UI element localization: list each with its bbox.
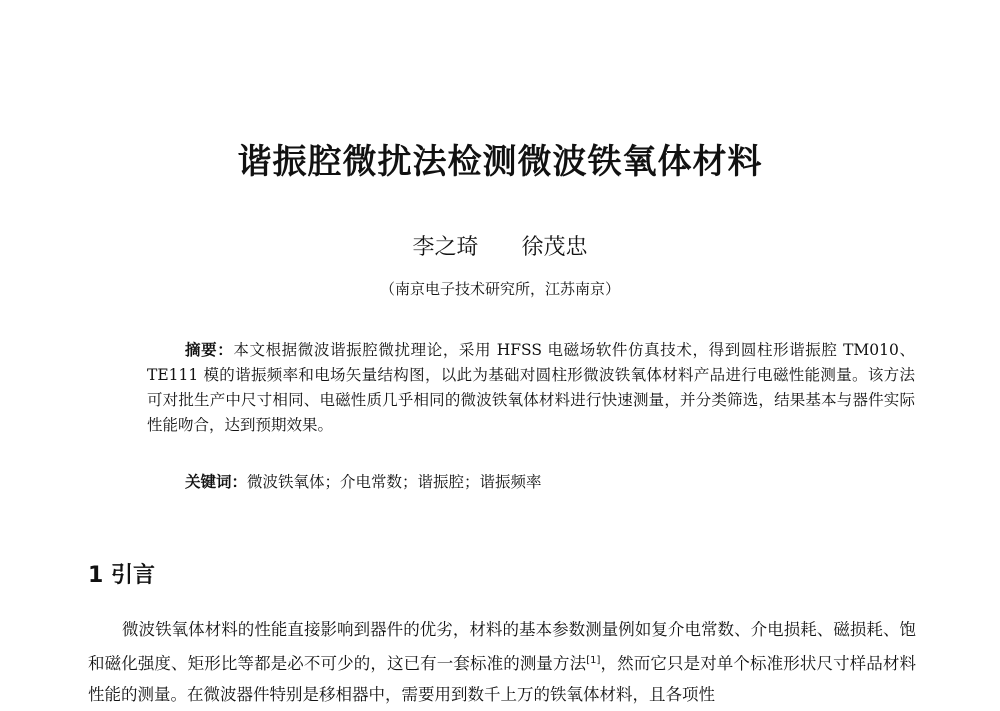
abstract-text: 本文根据微波谐振腔微扰理论，采用 HFSS 电磁场软件仿真技术，得到圆柱形谐振腔 TM010、TE111 模的谐振频率和电场矢量结构图，以此为基础对圆柱形微波铁氧体材料产品进行电磁性能测量。该方法可对批生产中尺寸相同、电磁性质几乎相同的微波铁氧体材料进行快速测量，并分类筛选，结果基本与器件实际性能吻合，达到预期效果。 — [147, 341, 915, 434]
body-paragraph — [88, 614, 916, 710]
author-name: 徐茂忠 — [521, 235, 588, 260]
author-name: 李之琦 — [412, 235, 479, 260]
author-affiliation: （南京电子技术研究所，江苏南京） — [379, 280, 620, 298]
keywords — [185, 470, 542, 492]
body-text-part: ，然而它只是对单个标准形状尺寸样品材料性能的测量。在微波器件特别是移相器中，需要用到数千上万的铁氧体材料，且各项性 — [88, 654, 917, 704]
citation-marker[interactable]: [1] — [586, 655, 601, 666]
keywords-text: 微波铁氧体；介电常数；谐振腔；谐振频率 — [247, 473, 542, 491]
abstract — [147, 338, 915, 438]
keywords-label: 关键词： — [185, 473, 248, 491]
body-text-part: 微波铁氧体材料的性能直接影响到器件的优劣，材料的基本参数测量例如复介电常数、介电损耗、磁损耗、饱和磁化强度、矩形比等都是必不可少的，这已有一套标准的测量方法 — [88, 620, 916, 673]
abstract-label: 摘要： — [185, 341, 234, 359]
paper-title: 谐振腔微扰法检测微波铁氧体材料 — [237, 142, 763, 182]
section-heading-introduction: 1 引言 — [88, 563, 155, 588]
author-list — [0, 230, 1000, 261]
